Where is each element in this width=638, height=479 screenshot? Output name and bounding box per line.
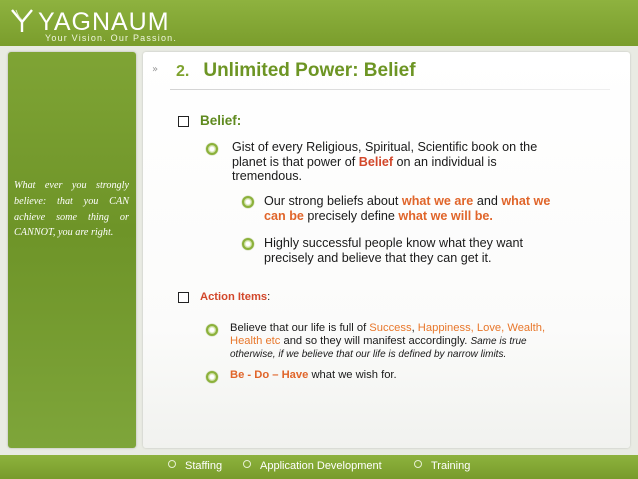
brand-name: YAGNAUM bbox=[38, 8, 170, 36]
title-divider bbox=[170, 89, 610, 90]
footer-bar bbox=[0, 455, 638, 479]
keyword-can-be: can be bbox=[264, 208, 304, 223]
ring-bullet-icon bbox=[206, 371, 218, 383]
square-bullet-icon bbox=[178, 292, 189, 303]
action-item-1-italic-b: otherwise, if we believe that our life is defined by narrow limits. bbox=[230, 349, 507, 360]
brand-tagline: Your Vision. Our Passion. bbox=[45, 33, 178, 43]
footer-link-training[interactable] bbox=[414, 460, 470, 472]
ring-bullet-icon bbox=[206, 324, 218, 336]
belief-point-1-line1: Gist of every Religious, Spiritual, Scientific book on the bbox=[232, 140, 538, 154]
belief-heading-text: Belief: bbox=[200, 113, 242, 128]
keyword-happiness-love-wealth: Happiness, Love, Wealth, bbox=[417, 322, 546, 334]
slide-title-text: Unlimited Power: Belief bbox=[203, 60, 416, 81]
footer-link-label: Staffing bbox=[185, 460, 223, 472]
belief-heading bbox=[200, 114, 241, 129]
sidebar-quote: What ever you strongly believe: that you CAN achieve some thing or CANNOT, you are right. bbox=[14, 180, 129, 239]
action-item-2 bbox=[230, 369, 590, 382]
header-bar bbox=[0, 0, 638, 46]
action-item-1-italic-a: Same is true bbox=[470, 336, 527, 347]
sidebar-panel bbox=[8, 52, 136, 448]
ring-bullet-icon bbox=[206, 143, 218, 155]
circle-bullet-icon bbox=[168, 460, 176, 468]
action-item-1-text-a: Believe that our life is full of bbox=[230, 322, 370, 334]
action-item-1-comma: , bbox=[411, 322, 418, 334]
belief-point-3 bbox=[264, 236, 604, 265]
belief-point-2 bbox=[264, 194, 604, 223]
action-item-1 bbox=[230, 322, 600, 361]
action-items-colon: : bbox=[267, 291, 271, 303]
double-chevron-icon: » bbox=[152, 64, 159, 75]
belief-point-1-line3: tremendous. bbox=[232, 169, 303, 183]
ring-bullet-icon bbox=[242, 196, 254, 208]
action-items-heading bbox=[200, 291, 270, 304]
yagnaum-leaf-icon bbox=[8, 6, 36, 34]
slide-title bbox=[176, 60, 416, 82]
action-item-1-text-b: and so they will manifest accordingly. bbox=[280, 335, 471, 347]
footer-link-label: Training bbox=[431, 460, 471, 472]
square-bullet-icon bbox=[178, 116, 189, 127]
keyword-what-we: what we bbox=[501, 194, 551, 208]
belief-point-2-text-a: Our strong beliefs about bbox=[264, 194, 402, 208]
keyword-what-we-are: what we are bbox=[401, 194, 474, 208]
circle-bullet-icon bbox=[414, 460, 422, 468]
ring-bullet-icon bbox=[242, 238, 254, 250]
belief-point-2-and: and bbox=[473, 194, 502, 208]
keyword-what-we-will-be: what we will be. bbox=[398, 208, 493, 223]
belief-point-3-line2: precisely and believe that they can get it. bbox=[264, 250, 492, 265]
action-items-heading-text: Action Items bbox=[200, 291, 268, 303]
keyword-success: Success bbox=[369, 322, 412, 334]
keyword-be-do-have: Be - Do – Have bbox=[230, 369, 309, 381]
belief-point-2-text-b: precisely define bbox=[303, 208, 399, 223]
belief-point-3-line1: Highly successful people know what they want bbox=[264, 236, 524, 250]
belief-keyword: Belief bbox=[358, 154, 394, 169]
footer-link-staffing[interactable] bbox=[168, 460, 222, 472]
action-item-2-text: what we wish for. bbox=[308, 369, 397, 381]
footer-link-label: Application Development bbox=[260, 460, 382, 472]
belief-point-1-line2a: planet is that power of bbox=[232, 154, 359, 169]
circle-bullet-icon bbox=[243, 460, 251, 468]
belief-point-1-line2b: on an individual is bbox=[393, 154, 497, 169]
keyword-health-etc: Health etc bbox=[230, 335, 281, 347]
footer-link-application-development[interactable] bbox=[243, 460, 382, 472]
slide-number: 2. bbox=[176, 63, 190, 80]
belief-point-1 bbox=[232, 140, 592, 184]
